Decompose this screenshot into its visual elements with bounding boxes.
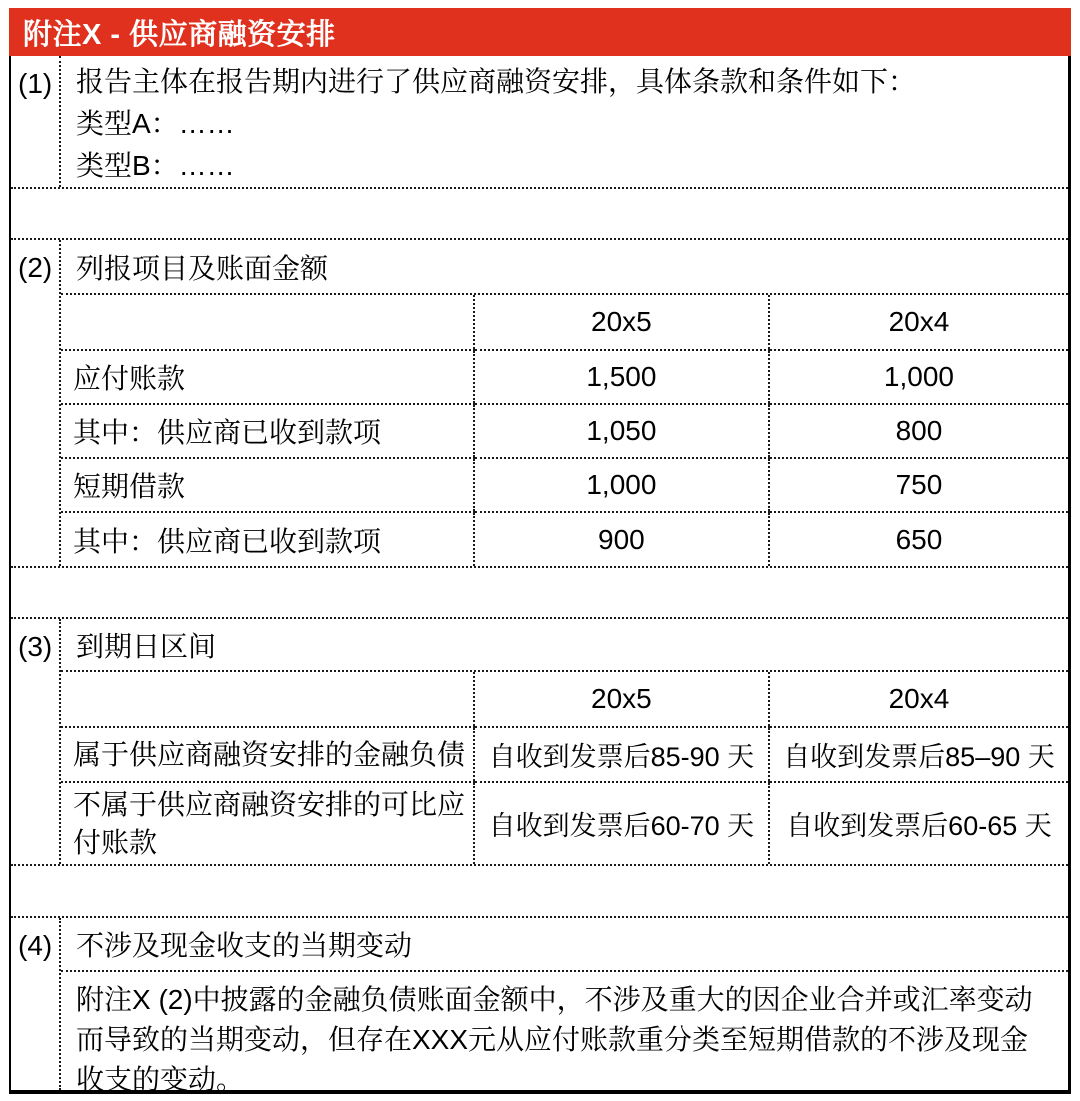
section-3-title: 到期日区间 [61,619,1068,672]
section-2-title: 列报项目及账面金额 [61,240,1068,295]
section-1-content [61,56,1068,187]
row-label: 其中：供应商已收到款项 [73,525,382,557]
section-4-content [61,918,1068,1095]
table-header-row [61,295,1068,350]
table-row [61,458,1068,512]
section-2-content [61,240,1068,566]
table-header-row [61,672,1068,727]
table-row [61,782,1068,864]
section-1-line-2: 类型A：…… [76,108,235,139]
value-20x5: 1,000 [474,458,769,512]
value-20x5: 自收到发票后85-90 天 [474,727,769,782]
section-1-number: (1) [11,56,61,187]
section-3 [11,619,1068,864]
section-4-number: (4) [11,918,61,1090]
value-20x4: 650 [769,512,1068,566]
section-4 [11,918,1068,1095]
section-4-title: 不涉及现金收支的当期变动 [61,918,1068,972]
section-4-paragraph: 附注X (2)中披露的金融负债账面金额中，不涉及重大的因企业合并或汇率变动而导致的当期变动，但存在XXX元从应付账款重分类至短期借款的不涉及现金收支的变动。 [76,984,1033,1095]
note-title-bar [9,8,1071,56]
section-divider-1 [11,187,1068,240]
table-row [61,404,1068,458]
table-row [61,350,1068,404]
row-label: 应付账款 [61,350,474,404]
value-20x4: 1,000 [769,350,1068,404]
value-20x5: 1,050 [474,404,769,458]
value-20x5: 900 [474,512,769,566]
table-header-blank [61,295,474,350]
value-20x4: 750 [769,458,1068,512]
table-row [61,727,1068,782]
table-header-20x4: 20x4 [769,295,1068,350]
note-title: 附注X - 供应商融资安排 [23,18,336,51]
section-1-line-3: 类型B：…… [76,150,235,181]
value-20x5: 自收到发票后60-70 天 [474,782,769,864]
row-label: 属于供应商融资安排的金融负债 [61,727,474,782]
carrying-amounts-table [61,295,1068,566]
table-header-20x5: 20x5 [474,295,769,350]
value-20x4: 自收到发票后60-65 天 [769,782,1068,864]
value-20x4: 800 [769,404,1068,458]
section-2-number: (2) [11,240,61,566]
section-1-line-1: 报告主体在报告期内进行了供应商融资安排，具体条款和条件如下： [76,66,917,97]
section-divider-2 [11,566,1068,619]
section-divider-3 [11,864,1068,918]
value-20x5: 1,500 [474,350,769,404]
section-1 [11,56,1068,187]
section-3-number: (3) [11,619,61,864]
row-label: 其中：供应商已收到款项 [61,404,474,458]
value-20x4: 自收到发票后85–90 天 [769,727,1068,782]
maturity-range-table [61,672,1068,864]
table-row [61,512,1068,566]
table-header-20x4: 20x4 [769,672,1068,727]
section-2 [11,240,1068,566]
table-header-blank [61,672,474,727]
section-3-content [61,619,1068,864]
row-label: 不属于供应商融资安排的可比应付账款 [73,788,466,858]
row-label: 短期借款 [61,458,474,512]
note-body [9,56,1071,1094]
table-header-20x5: 20x5 [474,672,769,727]
